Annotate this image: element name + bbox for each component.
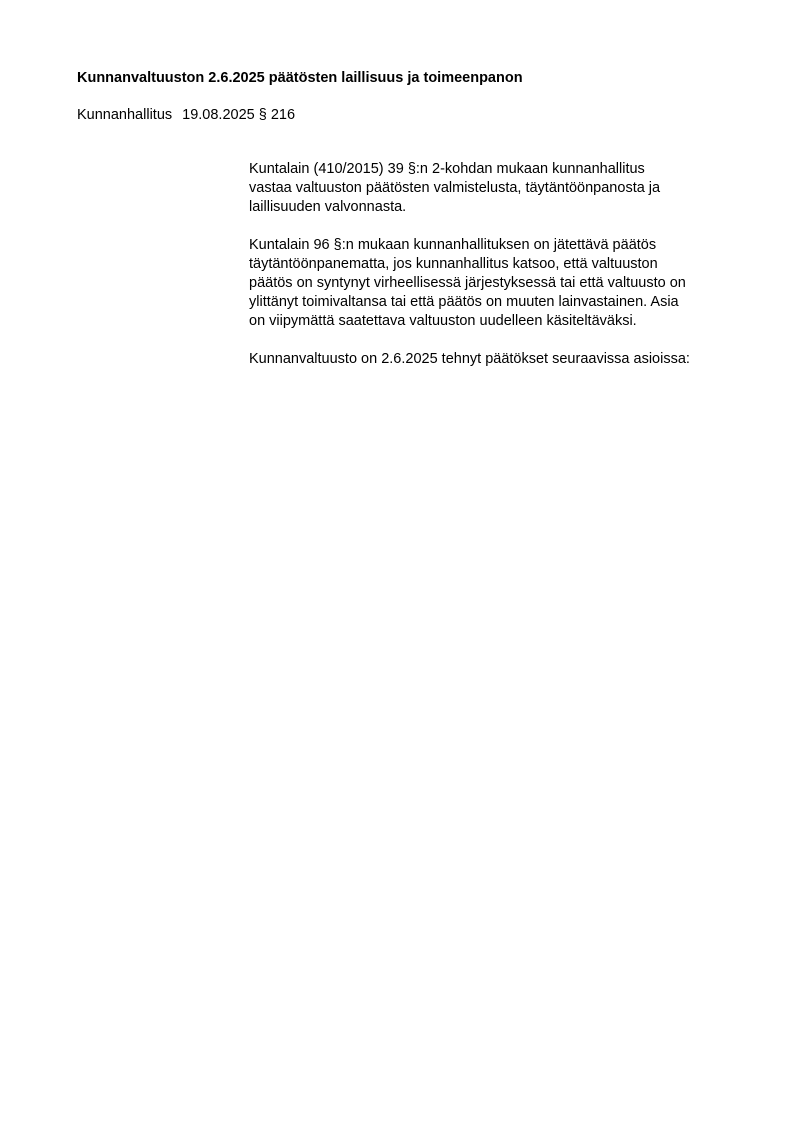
paragraph-gap [249,331,749,350]
document-body [249,160,749,369]
paragraph-line: Kuntalain 96 §:n mukaan kunnanhallituksen on jätettävä päätös [249,237,657,253]
paragraph-line: ylittänyt toimivaltansa tai että päätös on muuten lainvastainen. Asia [249,294,679,310]
paragraph-gap [249,217,749,236]
paragraph-line: päätös on syntynyt virheellisessä järjestyksessä tai että valtuusto on [249,275,686,291]
paragraph-1 [249,160,749,217]
paragraph-2 [249,236,749,331]
paragraph-line: Kunnanvaltuusto on 2.6.2025 tehnyt päätökset seuraavissa asioissa: [249,351,690,367]
meeting-reference [77,105,295,125]
paragraph-line: on viipymättä saatettava valtuuston uudelleen käsiteltäväksi. [249,313,637,329]
paragraph-3 [249,350,749,369]
document-title: Kunnanvaltuuston 2.6.2025 päätösten laillisuus ja toimeenpanon [77,70,523,86]
meeting-body: Kunnanhallitus [77,107,173,123]
paragraph-line: vastaa valtuuston päätösten valmistelusta, täytäntöönpanosta ja [249,180,661,196]
paragraph-line: Kuntalain (410/2015) 39 §:n 2-kohdan mukaan kunnanhallitus [249,161,645,177]
paragraph-line: laillisuuden valvonnasta. [249,199,407,215]
paragraph-line: täytäntöönpanematta, jos kunnanhallitus katsoo, että valtuuston [249,256,658,272]
meeting-date-section: 19.08.2025 § 216 [182,107,296,123]
